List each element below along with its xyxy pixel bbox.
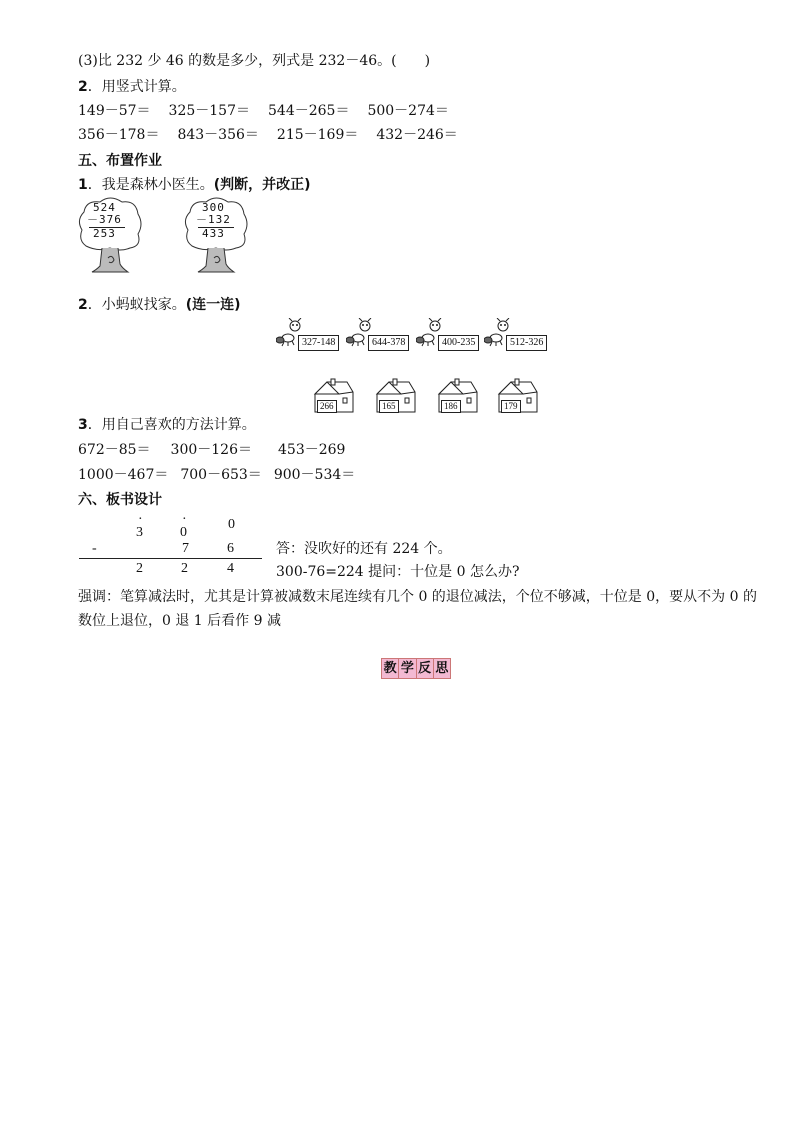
house-1 — [313, 378, 355, 414]
vertical-calc-row-2 — [78, 126, 476, 144]
ant-card-4 — [484, 318, 556, 354]
stamp-char: 教 — [382, 659, 399, 678]
section-2-text: ．用竖式计算。 — [87, 79, 186, 95]
digit: 2 — [181, 561, 188, 576]
section-2-number: 2 — [78, 79, 88, 95]
homework-1-heading — [78, 176, 311, 194]
house-number: 165 — [379, 400, 399, 413]
house-number: 186 — [441, 400, 461, 413]
question-3: (3)比 232 少 46 的数是多少，列式是 232－46。( ) — [78, 53, 431, 69]
tree-1-subtrahend: －376 — [87, 213, 122, 226]
calc-item: 1000－467＝ — [78, 467, 169, 483]
emphasis-line-2: 数位上退位，0 退 1 后看作 9 减 — [78, 613, 281, 629]
teaching-reflection-stamp — [381, 658, 451, 679]
homework-2-note: (连一连) — [185, 297, 241, 313]
ant-card-2 — [346, 318, 416, 354]
calc-item: 325－157＝ — [168, 103, 250, 119]
borrow-dot: · — [182, 512, 187, 527]
house-number: 266 — [317, 400, 337, 413]
digit: 0 — [180, 525, 187, 540]
homework-3-number: 3 — [78, 417, 88, 433]
calc-item: 700－653＝ — [180, 467, 262, 483]
minus-sign: - — [92, 541, 97, 556]
house-4 — [497, 378, 539, 414]
calc-item: 500－274＝ — [367, 103, 449, 119]
tree-1 — [76, 196, 144, 274]
house-3 — [437, 378, 479, 414]
calc-item: 453－269 — [278, 442, 346, 458]
calc-item: 672－85＝ — [78, 442, 151, 458]
section-6-title: 六、板书设计 — [78, 492, 162, 508]
homework-1-note: (判断，并改正) — [213, 177, 311, 193]
digit: 4 — [227, 561, 234, 576]
borrow-dot: · — [138, 512, 143, 527]
stamp-char: 反 — [417, 659, 434, 678]
board-question: 300-76=224 提问：十位是 0 怎么办? — [276, 564, 520, 580]
homework-3-heading — [78, 416, 256, 434]
homework-1-text: ．我是森林小医生。 — [87, 177, 214, 193]
tree-2-subtrahend: －132 — [196, 213, 231, 226]
calc-item: 149－57＝ — [78, 103, 151, 119]
subtraction-rule — [79, 558, 262, 559]
tree-2-result: 433 — [202, 227, 225, 240]
homework-1-number: 1 — [78, 177, 88, 193]
digit: 6 — [227, 541, 234, 556]
homework-2-number: 2 — [78, 297, 88, 313]
ant-card-1 — [276, 318, 346, 354]
house-number: 179 — [501, 400, 521, 413]
calc-item: 900－534＝ — [273, 467, 356, 483]
stamp-char: 学 — [399, 659, 416, 678]
calc-row-1 — [78, 441, 363, 459]
emphasis-line-1: 强调：笔算减法时，尤其是计算被减数末尾连续有几个 0 的退位减法，个位不够减，十位是 0，要从不为 0 的 — [78, 589, 757, 605]
calc-item: 215－169＝ — [276, 127, 359, 143]
digit: 7 — [182, 541, 189, 556]
calc-item: 843－356＝ — [177, 127, 259, 143]
tree-2-minuend: 300 — [202, 201, 225, 214]
calc-item: 300－126＝ — [170, 442, 252, 458]
ant-card-3 — [416, 318, 486, 354]
homework-2-heading — [78, 296, 241, 314]
ant-expression: 512-326 — [506, 335, 547, 351]
tree-1-minuend: 524 — [93, 201, 116, 214]
ant-expression: 327-148 — [298, 335, 339, 351]
stamp-char: 思 — [435, 661, 449, 676]
section-2-heading — [78, 78, 186, 96]
calc-item: 432－246＝ — [376, 127, 458, 143]
homework-3-text: ．用自己喜欢的方法计算。 — [87, 417, 256, 433]
tree-1-result: 253 — [93, 227, 116, 240]
section-5-title: 五、布置作业 — [78, 153, 162, 169]
ant-expression: 644-378 — [368, 335, 409, 351]
house-2 — [375, 378, 417, 414]
board-answer: 答：没吹好的还有 224 个。 — [276, 541, 452, 557]
calc-item: 356－178＝ — [78, 127, 160, 143]
digit: 0 — [228, 517, 235, 532]
vertical-calc-row-1 — [78, 102, 467, 120]
digit: 3 — [136, 525, 143, 540]
digit: 2 — [136, 561, 143, 576]
tree-2 — [182, 196, 250, 274]
calc-row-2 — [78, 466, 373, 484]
homework-2-text: ．小蚂蚁找家。 — [87, 297, 186, 313]
ant-expression: 400-235 — [438, 335, 479, 351]
calc-item: 544－265＝ — [268, 103, 350, 119]
